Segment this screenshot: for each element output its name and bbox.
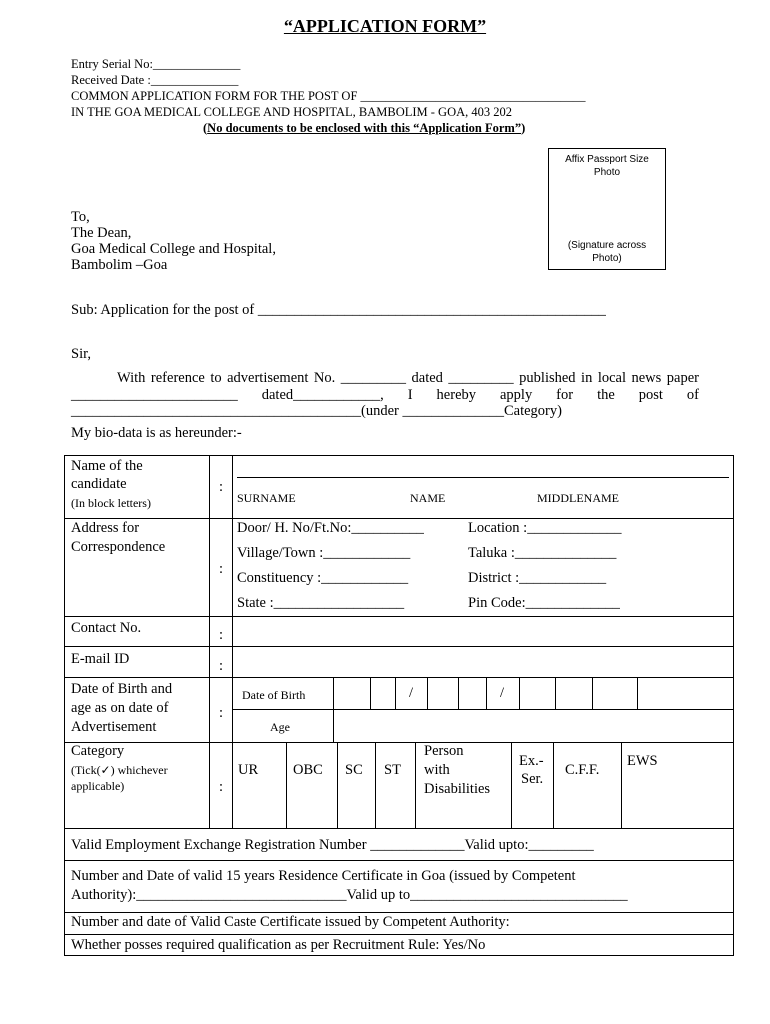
post-line: COMMON APPLICATION FORM FOR THE POST OF ____________________________________ [71,89,586,103]
documents-note: (No documents to be enclosed with this “Application Form”) [203,121,526,135]
constituency-field: Constituency :____________ [237,570,409,586]
caste-row: Number and date of Valid Caste Certificate issued by Competent Authority: [71,914,510,930]
category-obc: OBC [293,762,323,778]
residence-row-2: Authority):_____________________________Valid up to______________________________ [71,887,628,903]
college-address-line: Goa Medical College and Hospital, [71,241,276,257]
given-name-label: NAME [410,491,446,505]
place-line: Bambolim –Goa [71,257,168,273]
category-ur: UR [238,762,259,778]
college-line: IN THE GOA MEDICAL COLLEGE AND HOSPITAL, BAMBOLIM - GOA, 403 202 [71,105,512,119]
category-exser: Ex.- [519,753,544,769]
signature-label-2: Photo) [592,253,622,264]
email-colon: : [219,658,224,674]
category-exser-2: Ser. [521,771,544,787]
body-paragraph: With reference to advertisement No. _________ dated _________ published in local news paper _______________________ dated____________, I hereby apply for the post of ________________________________________(under ______________Category) [71,370,699,419]
dob-colon: : [219,705,224,721]
category-label: Category [71,743,125,759]
pin-code-field: Pin Code:_____________ [468,595,620,611]
photo-box [548,148,666,270]
applicable-note: applicable) [71,779,125,793]
category-pwd-2: with [424,762,450,778]
photo-label-2: Photo [593,167,621,178]
category-pwd-3: Disabilities [424,781,491,797]
door-field: Door/ H. No/Ft.No:__________ [237,520,424,536]
photo-label: Affix Passport Size [565,154,649,165]
employment-row: Valid Employment Exchange Registration Number _____________Valid upto:_________ [71,837,594,853]
dob-sublabel: Date of Birth [242,688,306,702]
name-label-2: candidate [71,476,127,492]
address-label-2: Correspondence [71,539,166,555]
dob-label-2: age as on date of [71,700,169,716]
name-label: Name of the [71,458,143,474]
category-sc: SC [345,762,363,778]
taluka-field: Taluka :______________ [468,545,617,561]
category-pwd: Person [424,743,464,759]
village-field: Village/Town :____________ [237,545,411,561]
address-label: Address for [71,520,140,536]
district-field: District :____________ [468,570,607,586]
dob-label-3: Advertisement [71,719,157,735]
subject-line: Sub: Application for the post of ________________________________________________ [71,302,606,318]
name-colon: : [219,479,224,495]
to-line: To, [71,209,90,225]
category-ews: EWS [627,753,658,769]
block-letters-note: (In block letters) [71,496,151,510]
qualification-row: Whether posses required qualification as per Recruitment Rule: Yes/No [71,937,486,953]
biodata-intro: My bio-data is as hereunder:- [71,425,242,441]
middlename-label: MIDDLENAME [537,491,619,505]
dean-line: The Dean, [71,225,132,241]
category-st: ST [384,762,401,778]
residence-row: Number and Date of valid 15 years Residence Certificate in Goa (issued by Competent [71,868,576,884]
received-date-line: Received Date :______________ [71,73,239,87]
surname-label: SURNAME [237,491,296,505]
contact-label: Contact No. [71,620,142,636]
tick-note: (Tick(✓) whichever [71,763,168,777]
contact-colon: : [219,627,224,643]
dob-label: Date of Birth and [71,681,173,697]
age-sublabel: Age [270,720,290,734]
category-cff: C.F.F. [565,762,600,778]
dob-slash-1: / [409,685,414,701]
biodata-table [64,455,734,956]
email-label: E-mail ID [71,651,130,667]
entry-serial-line: Entry Serial No:______________ [71,57,241,71]
category-colon: : [219,779,224,795]
location-field: Location :_____________ [468,520,622,536]
state-field: State :__________________ [237,595,405,611]
form-title: “APPLICATION FORM” [283,16,487,36]
address-colon: : [219,561,224,577]
salutation: Sir, [71,346,91,362]
signature-label: (Signature across [567,240,647,251]
dob-slash-2: / [500,685,505,701]
